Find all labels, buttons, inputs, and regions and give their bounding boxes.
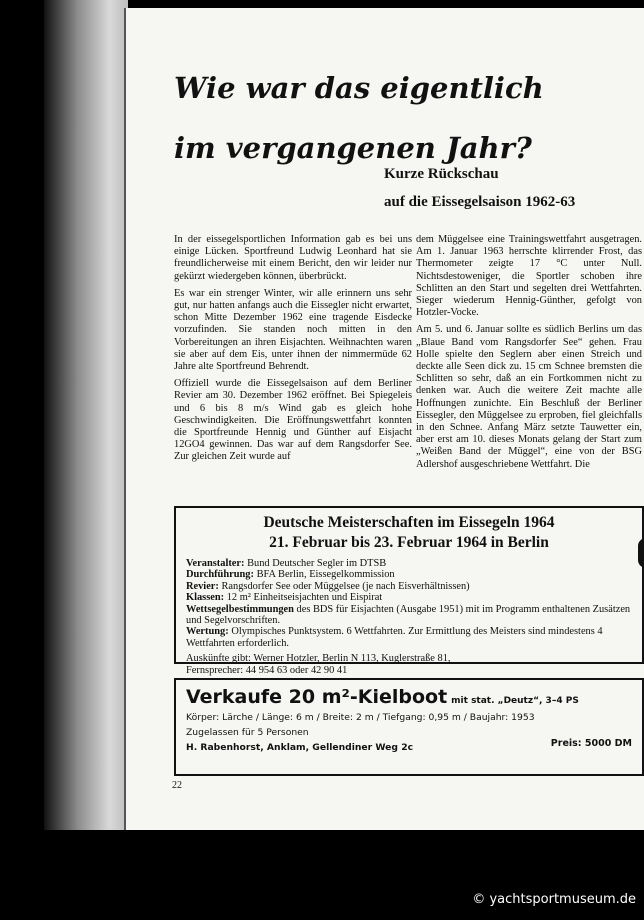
detail-value: 12 m² Einheitseisjachten und Eispirat [226,592,383,604]
ad-title [186,686,632,708]
detail-label: Wettsegelbestimmungen [186,603,294,615]
article-paragraph: dem Müggelsee eine Trainingswettfahrt ausgetragen. Am 1. Januar 1963 herrschte klirrender Frost, das Thermometer zeigte 17 °C unter Null. Nichtsdestoweniger, die Sportler schoben ihre Schlitten an den Start und segelten drei Wettfahrten. Sieger wiederum Hennig-Günther, gefolgt von Hotzler-Vocke. [416,234,642,319]
page-number: 22 [172,780,182,791]
article-paragraph: Am 5. und 6. Januar sollte es südlich Berlins um das „Blaue Band vom Rangsdorfer See“ gehen. Frau Holle spielte den Seglern aber einen Streich und deckte alle Seen dick zu. 15 cm Schnee bremsten die Schlitten so sehr, daß an ein Fortkommen nicht zu denken war. Auch die weitere Zeit machte alle Hoffnungen zunichte. Ein Beschluß der Berliner Eissegler, den Müggelsee zu erproben, fiel gleichfalls in den Schnee. Anfang März setzte Tauwetter ein, aber erst am 10. dieses Monats gelang der Start zum „Weißen Band der Müggel“, eine von der BSG Adlershof ausgeschriebene Wettfahrt. Die [416,324,642,470]
article-paragraph: Offiziell wurde die Eissegelsaison auf dem Berliner Revier am 30. Dezember 1962 eröffnet. Bei Spiegeleis und 6 bis 8 m/s Wind gab es gleich hohe Geschwindigkeiten. Die Eröffnungswettfahrt konnten die Sportfreunde Hennig und Günther auf Eisjacht 12GO4 gewinnen. Das war auf dem Rangsdorfer See. Zur gleichen Zeit wurde auf [174,378,412,463]
championship-title: Deutsche Meisterschaften im Eissegeln 1964 [263,514,555,531]
detail-row [186,604,632,627]
ad-price: Preis: 5000 DM [550,738,632,749]
championship-notice [174,506,644,676]
ad-capacity: Zugelassen für 5 Personen [186,727,309,738]
detail-row [186,592,632,603]
detail-label: Wertung: [186,626,229,638]
detail-row [186,626,632,649]
detail-label: Klassen: [186,592,225,604]
copyright-watermark: © yachtsportmuseum.de [472,892,636,907]
detail-value: des BDS für Eisjachten (Ausgabe 1951) mit im Programm enthaltenen Zusätzen und Segelvorschriften. [186,603,631,627]
classified-ad [174,678,644,776]
detail-label: Revier: [186,580,219,592]
article-paragraph: In der eissegelsportlichen Information gab es bei uns einige Lücken. Sportfreund Ludwig Leonhard hat sie freundlicherweise mit einem Bericht, den wir leider nur gekürzt wiedergeben können, überbrückt. [174,234,412,282]
subtitle-line-1: Kurze Rückschau [384,166,499,182]
detail-value: Olympisches Punktsystem. 6 Wettfahrten. Zur Ermittlung des Meisters sind mindestens 4 Wettfahrten erforderlich. [186,626,603,649]
detail-value: Rangsdorfer See oder Müggelsee (je nach Eisverhältnissen) [221,580,470,592]
ad-specs: Körper: Lärche / Länge: 6 m / Breite: 2 m / Tiefgang: 0,95 m / Baujahr: 1953 [186,712,535,723]
championship-date: 21. Februar bis 23. Februar 1964 in Berlin [269,534,549,551]
contact-line: Auskünfte gibt: Werner Hotzler, Berlin N 113, Kuglerstraße 81, [186,653,451,665]
detail-row [186,569,632,580]
page-edge-mark [638,538,644,568]
article-column-right [416,234,642,476]
article-paragraph: Es war ein strenger Winter, wir alle erinnern uns sehr gut, nur hatten anfangs auch die Eissegler nicht erwartet, schon Mitte Dezember 1962 eine tragende Eisdecke vorzufinden. Sie standen noch mitten in den Vorbereitungen an ihren Eisjachten. Weihnachten waren sie aber auf dem Eis, unter ihnen der nimmermüde 62 Jahre alte Sportfreund Behrendt. [174,287,412,373]
detail-label: Durchführung: [186,569,254,581]
subtitle-line-2: auf die Eissegelsaison 1962-63 [384,194,576,210]
ad-title-suffix: mit stat. „Deutz“, 3–4 PS [451,696,579,706]
championship-details [186,558,632,676]
detail-value: Bund Deutscher Segler im DTSB [247,558,387,569]
ad-title-text: Verkaufe 20 m²-Kielboot [186,686,448,708]
article-column-left [174,234,412,469]
ad-contact: H. Rabenhorst, Anklam, Gellendiner Weg 2c [186,742,414,753]
headline [174,58,614,178]
magazine-page [124,8,644,830]
detail-value: BFA Berlin, Eissegelkommission [256,569,395,581]
detail-row [186,581,632,592]
headline-line-1: Wie war das eigentlich [174,71,544,105]
detail-row [186,558,632,569]
book-spine-shadow [44,0,128,830]
detail-label: Veranstalter: [186,558,245,569]
phone-line: Fernsprecher: 44 954 63 oder 42 90 41 [186,664,348,676]
headline-line-2: im vergangenen Jahr? [174,131,532,165]
